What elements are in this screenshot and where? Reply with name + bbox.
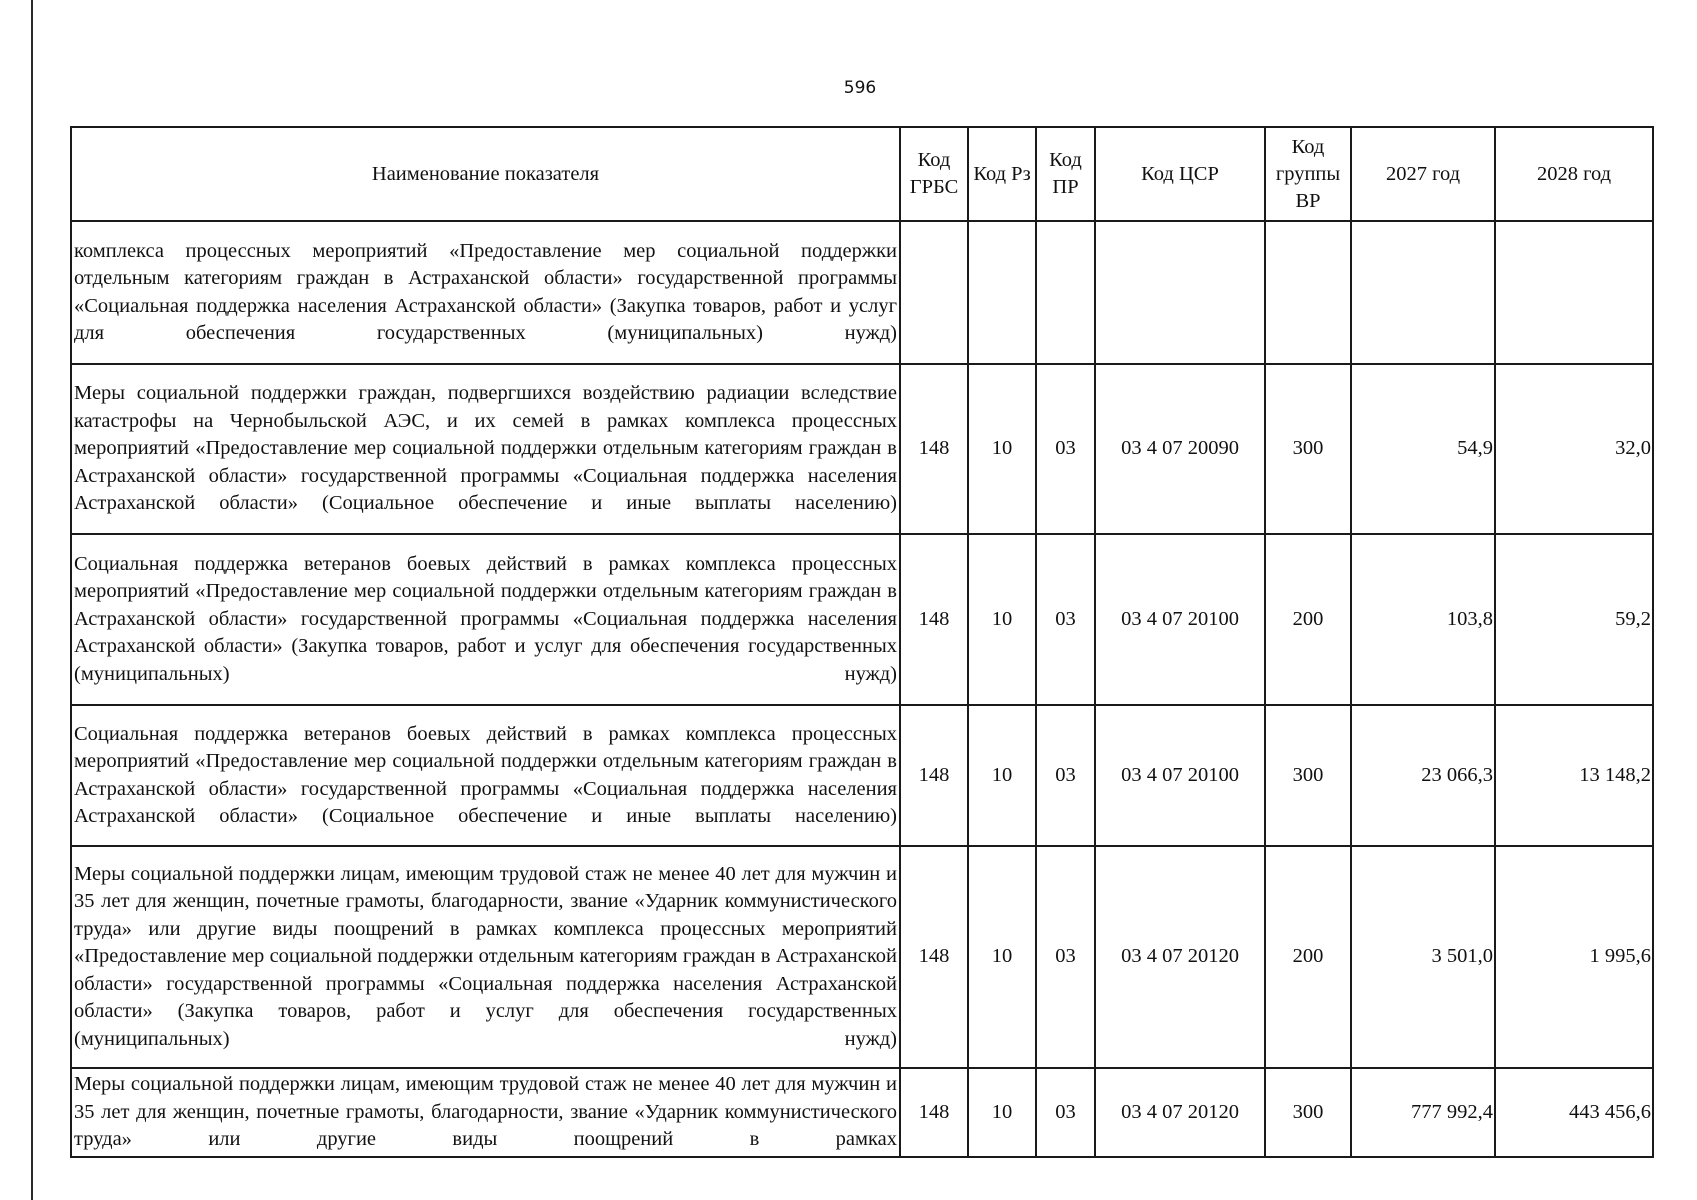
cell-grbs bbox=[900, 221, 968, 364]
header-2028: 2028 год bbox=[1495, 127, 1653, 221]
header-pr: Код ПР bbox=[1036, 127, 1095, 221]
cell-grbs: 148 bbox=[900, 846, 968, 1068]
cell-rz: 10 bbox=[968, 364, 1036, 534]
table-row bbox=[71, 846, 1653, 1068]
page-margin-rule bbox=[31, 0, 33, 1200]
cell-2027: 23 066,3 bbox=[1351, 705, 1495, 846]
cell-vr: 200 bbox=[1265, 846, 1351, 1068]
table-row bbox=[71, 221, 1653, 364]
table-row bbox=[71, 705, 1653, 846]
cell-pr bbox=[1036, 221, 1095, 364]
cell-rz: 10 bbox=[968, 705, 1036, 846]
cell-grbs: 148 bbox=[900, 534, 968, 705]
cell-2028: 13 148,2 bbox=[1495, 705, 1653, 846]
table-row bbox=[71, 364, 1653, 534]
cell-2028 bbox=[1495, 221, 1653, 364]
table-row bbox=[71, 534, 1653, 705]
cell-vr: 300 bbox=[1265, 364, 1351, 534]
table-row bbox=[71, 1068, 1653, 1157]
cell-name: Социальная поддержка ветеранов боевых действий в рамках комплекса процессных мероприятий «Предоставление мер социальной поддержки отдельным категориям граждан в Астраханской области» государственной программы «Социальная поддержка населения Астраханской области» (Закупка товаров, работ и услуг для обеспечения государственных (муниципальных) нужд) bbox=[71, 534, 900, 705]
cell-rz: 10 bbox=[968, 534, 1036, 705]
cell-2028: 443 456,6 bbox=[1495, 1068, 1653, 1157]
cell-grbs: 148 bbox=[900, 364, 968, 534]
cell-pr: 03 bbox=[1036, 534, 1095, 705]
cell-vr: 300 bbox=[1265, 1068, 1351, 1157]
cell-csr bbox=[1095, 221, 1265, 364]
cell-csr: 03 4 07 20100 bbox=[1095, 705, 1265, 846]
cell-2028: 59,2 bbox=[1495, 534, 1653, 705]
cell-csr: 03 4 07 20120 bbox=[1095, 1068, 1265, 1157]
header-name: Наименование показателя bbox=[71, 127, 900, 221]
cell-csr: 03 4 07 20120 bbox=[1095, 846, 1265, 1068]
cell-pr: 03 bbox=[1036, 705, 1095, 846]
cell-name: Меры социальной поддержки граждан, подвергшихся воздействию радиации вследствие катастрофы на Чернобыльской АЭС, и их семей в рамках комплекса процессных мероприятий «Предоставление мер социальной поддержки отдельным категориям граждан в Астраханской области» государственной программы «Социальная поддержка населения Астраханской области» (Социальное обеспечение и иные выплаты населению) bbox=[71, 364, 900, 534]
cell-2028: 1 995,6 bbox=[1495, 846, 1653, 1068]
cell-2027: 3 501,0 bbox=[1351, 846, 1495, 1068]
header-csr: Код ЦСР bbox=[1095, 127, 1265, 221]
header-vr: Код группы ВР bbox=[1265, 127, 1351, 221]
cell-name: Меры социальной поддержки лицам, имеющим трудовой стаж не менее 40 лет для мужчин и 35 лет для женщин, почетные грамоты, благодарности, звание «Ударник коммунистического труда» или другие виды поощрений в рамках комплекса процессных мероприятий «Предоставление мер социальной поддержки отдельным категориям граждан в Астраханской области» государственной программы «Социальная поддержка населения Астраханской области» (Закупка товаров, работ и услуг для обеспечения государственных (муниципальных) нужд) bbox=[71, 846, 900, 1068]
cell-name: комплекса процессных мероприятий «Предоставление мер социальной поддержки отдельным категориям граждан в Астраханской области» государственной программы «Социальная поддержка населения Астраханской области» (Закупка товаров, работ и услуг для обеспечения государственных (муниципальных) нужд) bbox=[71, 221, 900, 364]
cell-pr: 03 bbox=[1036, 364, 1095, 534]
cell-rz: 10 bbox=[968, 846, 1036, 1068]
budget-table bbox=[70, 126, 1654, 1158]
cell-rz bbox=[968, 221, 1036, 364]
cell-2027: 54,9 bbox=[1351, 364, 1495, 534]
page-number: 596 bbox=[843, 78, 877, 98]
cell-2027 bbox=[1351, 221, 1495, 364]
cell-pr: 03 bbox=[1036, 1068, 1095, 1157]
cell-vr: 300 bbox=[1265, 705, 1351, 846]
cell-csr: 03 4 07 20100 bbox=[1095, 534, 1265, 705]
cell-name: Социальная поддержка ветеранов боевых действий в рамках комплекса процессных мероприятий «Предоставление мер социальной поддержки отдельным категориям граждан в Астраханской области» государственной программы «Социальная поддержка населения Астраханской области» (Социальное обеспечение и иные выплаты населению) bbox=[71, 705, 900, 846]
cell-2027: 777 992,4 bbox=[1351, 1068, 1495, 1157]
cell-name: Меры социальной поддержки лицам, имеющим трудовой стаж не менее 40 лет для мужчин и 35 лет для женщин, почетные грамоты, благодарности, звание «Ударник коммунистического труда» или другие виды поощрений в рамках bbox=[71, 1068, 900, 1157]
cell-csr: 03 4 07 20090 bbox=[1095, 364, 1265, 534]
cell-vr: 200 bbox=[1265, 534, 1351, 705]
cell-rz: 10 bbox=[968, 1068, 1036, 1157]
cell-2027: 103,8 bbox=[1351, 534, 1495, 705]
cell-2028: 32,0 bbox=[1495, 364, 1653, 534]
header-grbs: Код ГРБС bbox=[900, 127, 968, 221]
header-rz: Код Рз bbox=[968, 127, 1036, 221]
table-header-row bbox=[71, 127, 1653, 221]
cell-grbs: 148 bbox=[900, 705, 968, 846]
cell-vr bbox=[1265, 221, 1351, 364]
cell-grbs: 148 bbox=[900, 1068, 968, 1157]
header-2027: 2027 год bbox=[1351, 127, 1495, 221]
cell-pr: 03 bbox=[1036, 846, 1095, 1068]
